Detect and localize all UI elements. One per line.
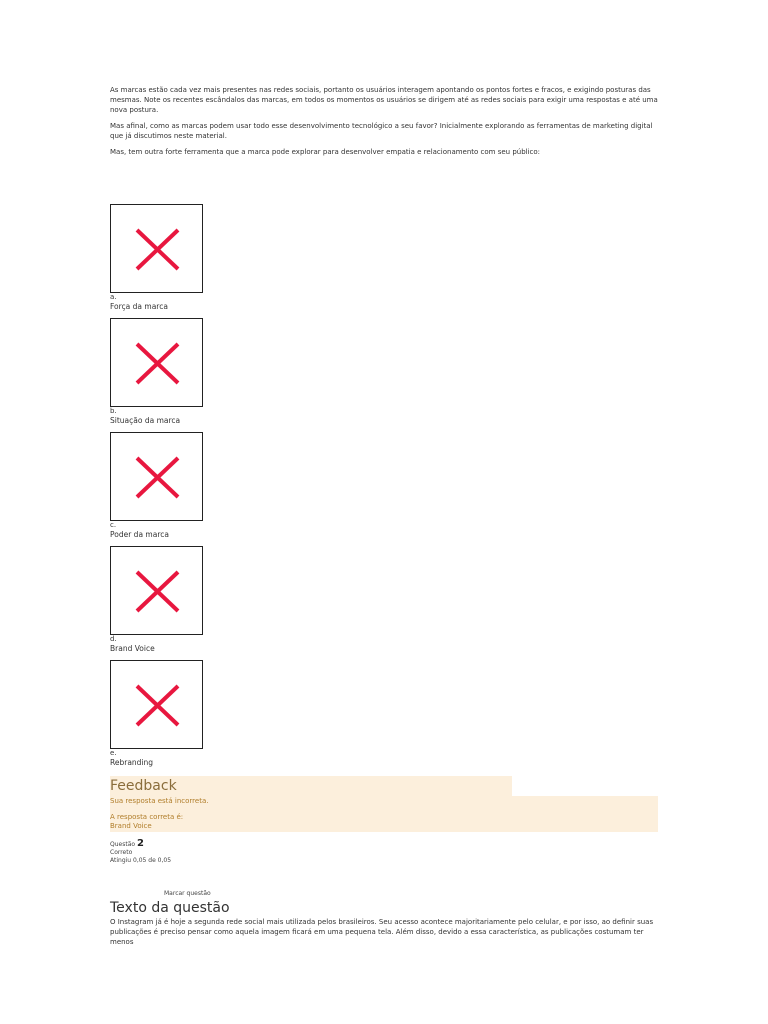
answer-options [110, 204, 410, 774]
feedback-header [110, 776, 512, 796]
question-status: Correto [110, 849, 133, 856]
answer-option-e[interactable] [110, 660, 410, 774]
option-image-placeholder [110, 546, 203, 635]
option-label[interactable]: Força da marca [110, 302, 168, 311]
question-label: Questão [110, 841, 136, 848]
feedback-correct-label: A resposta correta é: [110, 813, 184, 821]
answer-option-a[interactable] [110, 204, 410, 318]
feedback-correct-answer: Brand Voice [110, 822, 152, 830]
option-letter: b. [110, 407, 117, 415]
feedback-title: Feedback [110, 778, 177, 794]
feedback-result: Sua resposta está incorreta. [110, 797, 209, 805]
option-letter: c. [110, 521, 117, 529]
option-label[interactable]: Brand Voice [110, 644, 155, 653]
option-label[interactable]: Rebranding [110, 758, 154, 767]
intro-paragraph-3: Mas, tem outra forte ferramenta que a marca pode explorar para desenvolver empatia e relacionamento com seu público: [110, 148, 541, 156]
answer-option-b[interactable] [110, 318, 410, 432]
question-text-title: Texto da questão [110, 900, 230, 916]
intro-paragraph-2: Mas afinal, como as marcas podem usar todo esse desenvolvimento tecnológico a seu favor? Inicialmente explorando as ferramentas de marketing digital que já discutimos neste material. [110, 122, 653, 140]
option-label[interactable]: Situação da marca [110, 416, 181, 425]
question-number-line [110, 840, 310, 849]
question-number: 2 [136, 838, 144, 849]
question-info [110, 840, 310, 865]
red-x-icon [111, 433, 204, 522]
option-label[interactable]: Poder da marca [110, 530, 169, 539]
feedback-panel [110, 796, 658, 832]
red-x-icon [111, 547, 204, 636]
answer-option-c[interactable] [110, 432, 410, 546]
option-letter: e. [110, 749, 117, 757]
option-image-placeholder [110, 204, 203, 293]
answer-option-d[interactable] [110, 546, 410, 660]
red-x-icon [111, 319, 204, 408]
red-x-icon [111, 205, 204, 294]
option-letter: d. [110, 635, 117, 643]
option-letter: a. [110, 293, 117, 301]
option-image-placeholder [110, 432, 203, 521]
question-text-body: O Instagram já é hoje a segunda rede social mais utilizada pelos brasileiros. Seu acesso acontece majoritariamente pelo celular, e por isso, ao definir suas publicações é preciso pensar como aquela imagem ficará em uma pequena tela. Além disso, devido a essa característica, as publicações costumam ter menos [110, 918, 654, 946]
intro-paragraph-1: As marcas estão cada vez mais presentes nas redes sociais, portanto os usuários interagem apontando os pontos fortes e fracos, e exigindo posturas das mesmas. Note os recentes escândalos das marcas, em todos os momentos os usuários se dirigem até as redes sociais para exigir uma respostas e até uma nova postura. [110, 86, 658, 114]
question-intro [110, 85, 658, 163]
red-x-icon [111, 661, 204, 750]
question-score: Atingiu 0,05 de 0,05 [110, 857, 172, 864]
option-image-placeholder [110, 318, 203, 407]
flag-question-link[interactable]: Marcar questão [164, 890, 211, 897]
option-image-placeholder [110, 660, 203, 749]
